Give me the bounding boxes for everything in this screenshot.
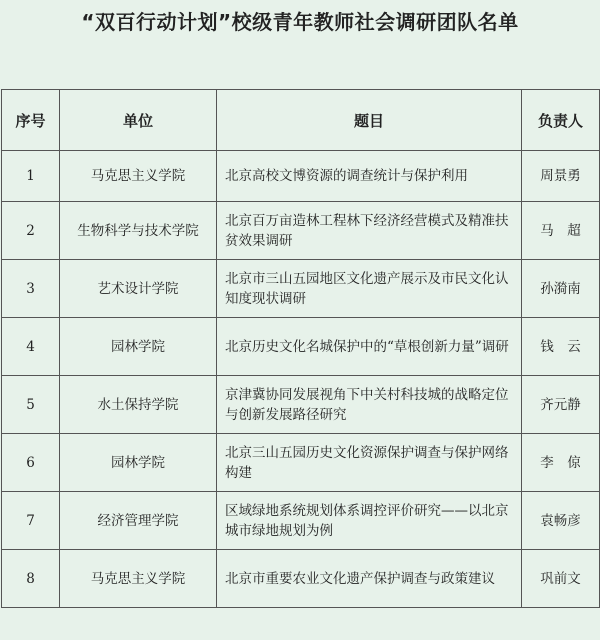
table-row [2, 550, 600, 608]
cell-unit: 园林学院 [60, 318, 217, 376]
cell-topic: 北京百万亩造林工程林下经济经营模式及精准扶贫效果调研 [217, 202, 522, 260]
cell-unit: 马克思主义学院 [60, 151, 217, 202]
table-row [2, 202, 600, 260]
header-leader: 负责人 [522, 90, 600, 151]
table-row [2, 318, 600, 376]
cell-unit: 艺术设计学院 [60, 260, 217, 318]
cell-leader: 孙漪南 [522, 260, 600, 318]
cell-topic: 北京历史文化名城保护中的“草根创新力量”调研 [217, 318, 522, 376]
cell-no: 4 [2, 318, 60, 376]
cell-leader: 袁畅彦 [522, 492, 600, 550]
cell-no: 7 [2, 492, 60, 550]
cell-topic: 区域绿地系统规划体系调控评价研究——以北京城市绿地规划为例 [217, 492, 522, 550]
cell-no: 6 [2, 434, 60, 492]
header-topic: 题目 [217, 90, 522, 151]
cell-unit: 经济管理学院 [60, 492, 217, 550]
cell-unit: 水土保持学院 [60, 376, 217, 434]
cell-leader: 周景勇 [522, 151, 600, 202]
cell-unit: 生物科学与技术学院 [60, 202, 217, 260]
table-header-row [2, 90, 600, 151]
header-unit: 单位 [60, 90, 217, 151]
table-row [2, 376, 600, 434]
table-row [2, 260, 600, 318]
cell-leader: 巩前文 [522, 550, 600, 608]
cell-unit: 马克思主义学院 [60, 550, 217, 608]
cell-leader: 钱 云 [522, 318, 600, 376]
cell-leader: 齐元静 [522, 376, 600, 434]
table-row [2, 434, 600, 492]
table-row [2, 492, 600, 550]
cell-topic: 北京市重要农业文化遗产保护调查与政策建议 [217, 550, 522, 608]
cell-no: 5 [2, 376, 60, 434]
document-title: “双百行动计划”校级青年教师社会调研团队名单 [81, 10, 519, 34]
cell-topic: 北京三山五园历史文化资源保护调查与保护网络构建 [217, 434, 522, 492]
team-list-table [1, 89, 600, 608]
cell-topic: 北京高校文博资源的调查统计与保护利用 [217, 151, 522, 202]
cell-no: 2 [2, 202, 60, 260]
cell-no: 8 [2, 550, 60, 608]
table-row [2, 151, 600, 202]
cell-no: 3 [2, 260, 60, 318]
cell-leader: 马 超 [522, 202, 600, 260]
cell-unit: 园林学院 [60, 434, 217, 492]
cell-topic: 京津冀协同发展视角下中关村科技城的战略定位与创新发展路径研究 [217, 376, 522, 434]
cell-no: 1 [2, 151, 60, 202]
cell-topic: 北京市三山五园地区文化遗产展示及市民文化认知度现状调研 [217, 260, 522, 318]
header-no: 序号 [2, 90, 60, 151]
cell-leader: 李 倞 [522, 434, 600, 492]
